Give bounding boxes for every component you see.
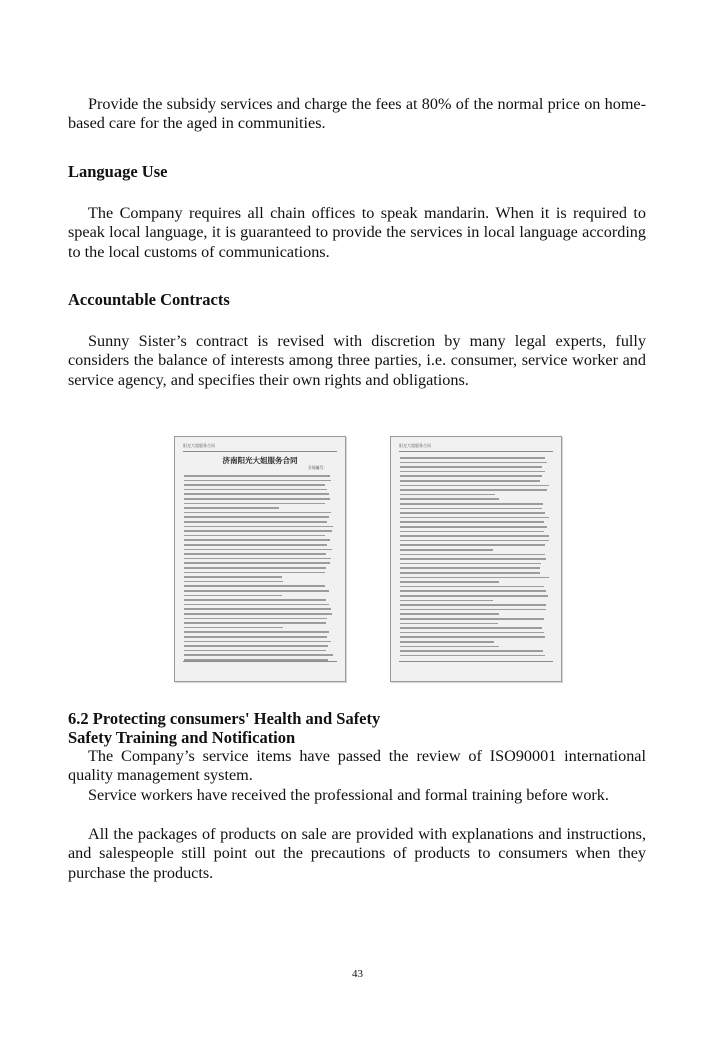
contract-text-line xyxy=(184,572,325,574)
contract-text-line xyxy=(400,508,542,510)
contract-text-line xyxy=(400,636,545,638)
contract-text-line xyxy=(184,618,327,620)
contract-text-line xyxy=(184,604,329,606)
contract-text-line xyxy=(400,627,542,629)
contract-text-line xyxy=(400,462,547,464)
contract-text-line xyxy=(400,558,546,560)
contract-text-line xyxy=(400,489,547,491)
contract-text-line xyxy=(184,645,328,647)
contract-text-line xyxy=(184,535,325,537)
contract-text-line xyxy=(184,539,330,541)
contract-text-line xyxy=(400,604,546,606)
contract-text-line xyxy=(400,531,544,533)
contract-image-page-1 xyxy=(174,436,346,682)
contract-text-line xyxy=(184,475,330,477)
contract-text-line xyxy=(400,549,493,551)
contract-text-line xyxy=(184,654,333,656)
contract-text-line xyxy=(184,484,325,486)
contract-text-line xyxy=(400,609,546,611)
contract-text-line xyxy=(184,627,283,629)
contract-text-line xyxy=(184,480,331,482)
contract-text-line xyxy=(184,636,327,638)
contract-text-line xyxy=(184,590,329,592)
safety-training-subheading: Safety Training and Notification xyxy=(68,728,296,747)
contract-text-line xyxy=(400,457,545,459)
contract-text-line xyxy=(184,631,329,633)
page-number: 43 xyxy=(352,968,363,980)
contract-text-line xyxy=(400,471,545,473)
accountable-contracts-heading: Accountable Contracts xyxy=(68,290,230,309)
language-use-paragraph: The Company requires all chain offices to speak mandarin. When it is required to speak local language, it is guaranteed to provide the services in local language according to the local customs of communications. xyxy=(68,204,646,261)
contract-text-line xyxy=(184,595,282,597)
contract-text-line xyxy=(184,489,327,491)
contract-text-line xyxy=(400,623,498,625)
contract-title: 济南阳光大姐服务合同 xyxy=(222,456,298,465)
contract-text-line xyxy=(400,632,544,634)
contract-text-line xyxy=(184,493,329,495)
contract-text-line xyxy=(184,544,327,546)
section-6-2-heading: 6.2 Protecting consumers' Health and Safety xyxy=(68,709,381,728)
section-6-2-paragraph-2: Service workers have received the professional and formal training before work. xyxy=(88,786,609,804)
accountable-contracts-paragraph: Sunny Sister’s contract is revised with discretion by many legal experts, fully considers the balance of interests among three parties, i.e. consumer, service worker and service agency, and specifies their own rights and obligations. xyxy=(68,332,646,389)
contract-footer-rule xyxy=(399,661,553,662)
contract-text-line xyxy=(184,599,326,601)
contract-text-line xyxy=(400,581,499,583)
contract-text-line xyxy=(400,517,549,519)
contract-text-line xyxy=(184,558,331,560)
intro-paragraph: Provide the subsidy services and charge the fees at 80% of the normal price on home-based care for the aged in communities. xyxy=(68,95,646,133)
contract-text-line xyxy=(400,475,542,477)
contract-text-line xyxy=(400,480,540,482)
contract-number-label: 合同编号： xyxy=(308,465,327,470)
contract-text-line xyxy=(184,512,331,514)
contract-text-line xyxy=(400,590,546,592)
contract-text-line xyxy=(184,530,332,532)
section-6-2-paragraph-3: All the packages of products on sale are provided with explanations and instructions, and salespeople still point out the precautions of products to consumers when they purchase the products. xyxy=(68,825,646,882)
contract-text-line xyxy=(184,526,333,528)
contract-text-line xyxy=(184,581,283,583)
contract-header-text: 阳光大姐服务合同 xyxy=(399,443,431,448)
contract-text-line xyxy=(400,567,540,569)
contract-text-line xyxy=(400,646,499,648)
contract-text-line xyxy=(400,563,541,565)
contract-text-line xyxy=(400,618,544,620)
contract-text-line xyxy=(184,521,327,523)
contract-image-page-2 xyxy=(390,436,562,682)
contract-text-line xyxy=(400,572,540,574)
contract-text-line xyxy=(184,553,326,555)
contract-text-line xyxy=(400,498,499,500)
contract-text-line xyxy=(184,498,330,500)
contract-text-line xyxy=(184,650,326,652)
contract-text-line xyxy=(184,641,331,643)
contract-text-line xyxy=(400,544,545,546)
contract-text-line xyxy=(400,586,544,588)
contract-footer-rule xyxy=(183,661,337,662)
contract-text-line xyxy=(184,585,325,587)
contract-text-line xyxy=(400,485,549,487)
contract-header-rule xyxy=(183,451,337,452)
contract-text-line xyxy=(400,521,544,523)
contract-text-line xyxy=(400,526,547,528)
contract-text-line xyxy=(400,613,499,615)
contract-text-line xyxy=(184,507,279,509)
contract-text-line xyxy=(184,613,332,615)
contract-text-line xyxy=(400,655,545,657)
contract-text-line xyxy=(400,641,494,643)
contract-text-line xyxy=(400,535,549,537)
contract-text-line xyxy=(400,577,549,579)
contract-text-line xyxy=(184,549,332,551)
contract-text-line xyxy=(184,608,331,610)
contract-text-line xyxy=(400,554,545,556)
contract-text-line xyxy=(400,650,543,652)
contract-text-line xyxy=(184,576,282,578)
contract-header-rule xyxy=(399,451,553,452)
contract-text-line xyxy=(184,562,330,564)
contract-text-line xyxy=(184,503,325,505)
contract-text-line xyxy=(400,466,542,468)
contract-text-line xyxy=(400,512,545,514)
contract-text-line xyxy=(400,494,495,496)
contract-text-line xyxy=(184,567,326,569)
contract-text-line xyxy=(184,622,326,624)
contract-text-line xyxy=(400,503,543,505)
contract-text-line xyxy=(184,516,329,518)
contract-text-line xyxy=(400,595,548,597)
language-use-heading: Language Use xyxy=(68,162,168,181)
contract-text-line xyxy=(400,600,493,602)
section-6-2-paragraph-1: The Company’s service items have passed the review of ISO90001 international quality management system. xyxy=(68,747,646,785)
contract-header-text: 阳光大姐服务合同 xyxy=(183,443,215,448)
contract-text-line xyxy=(400,540,549,542)
